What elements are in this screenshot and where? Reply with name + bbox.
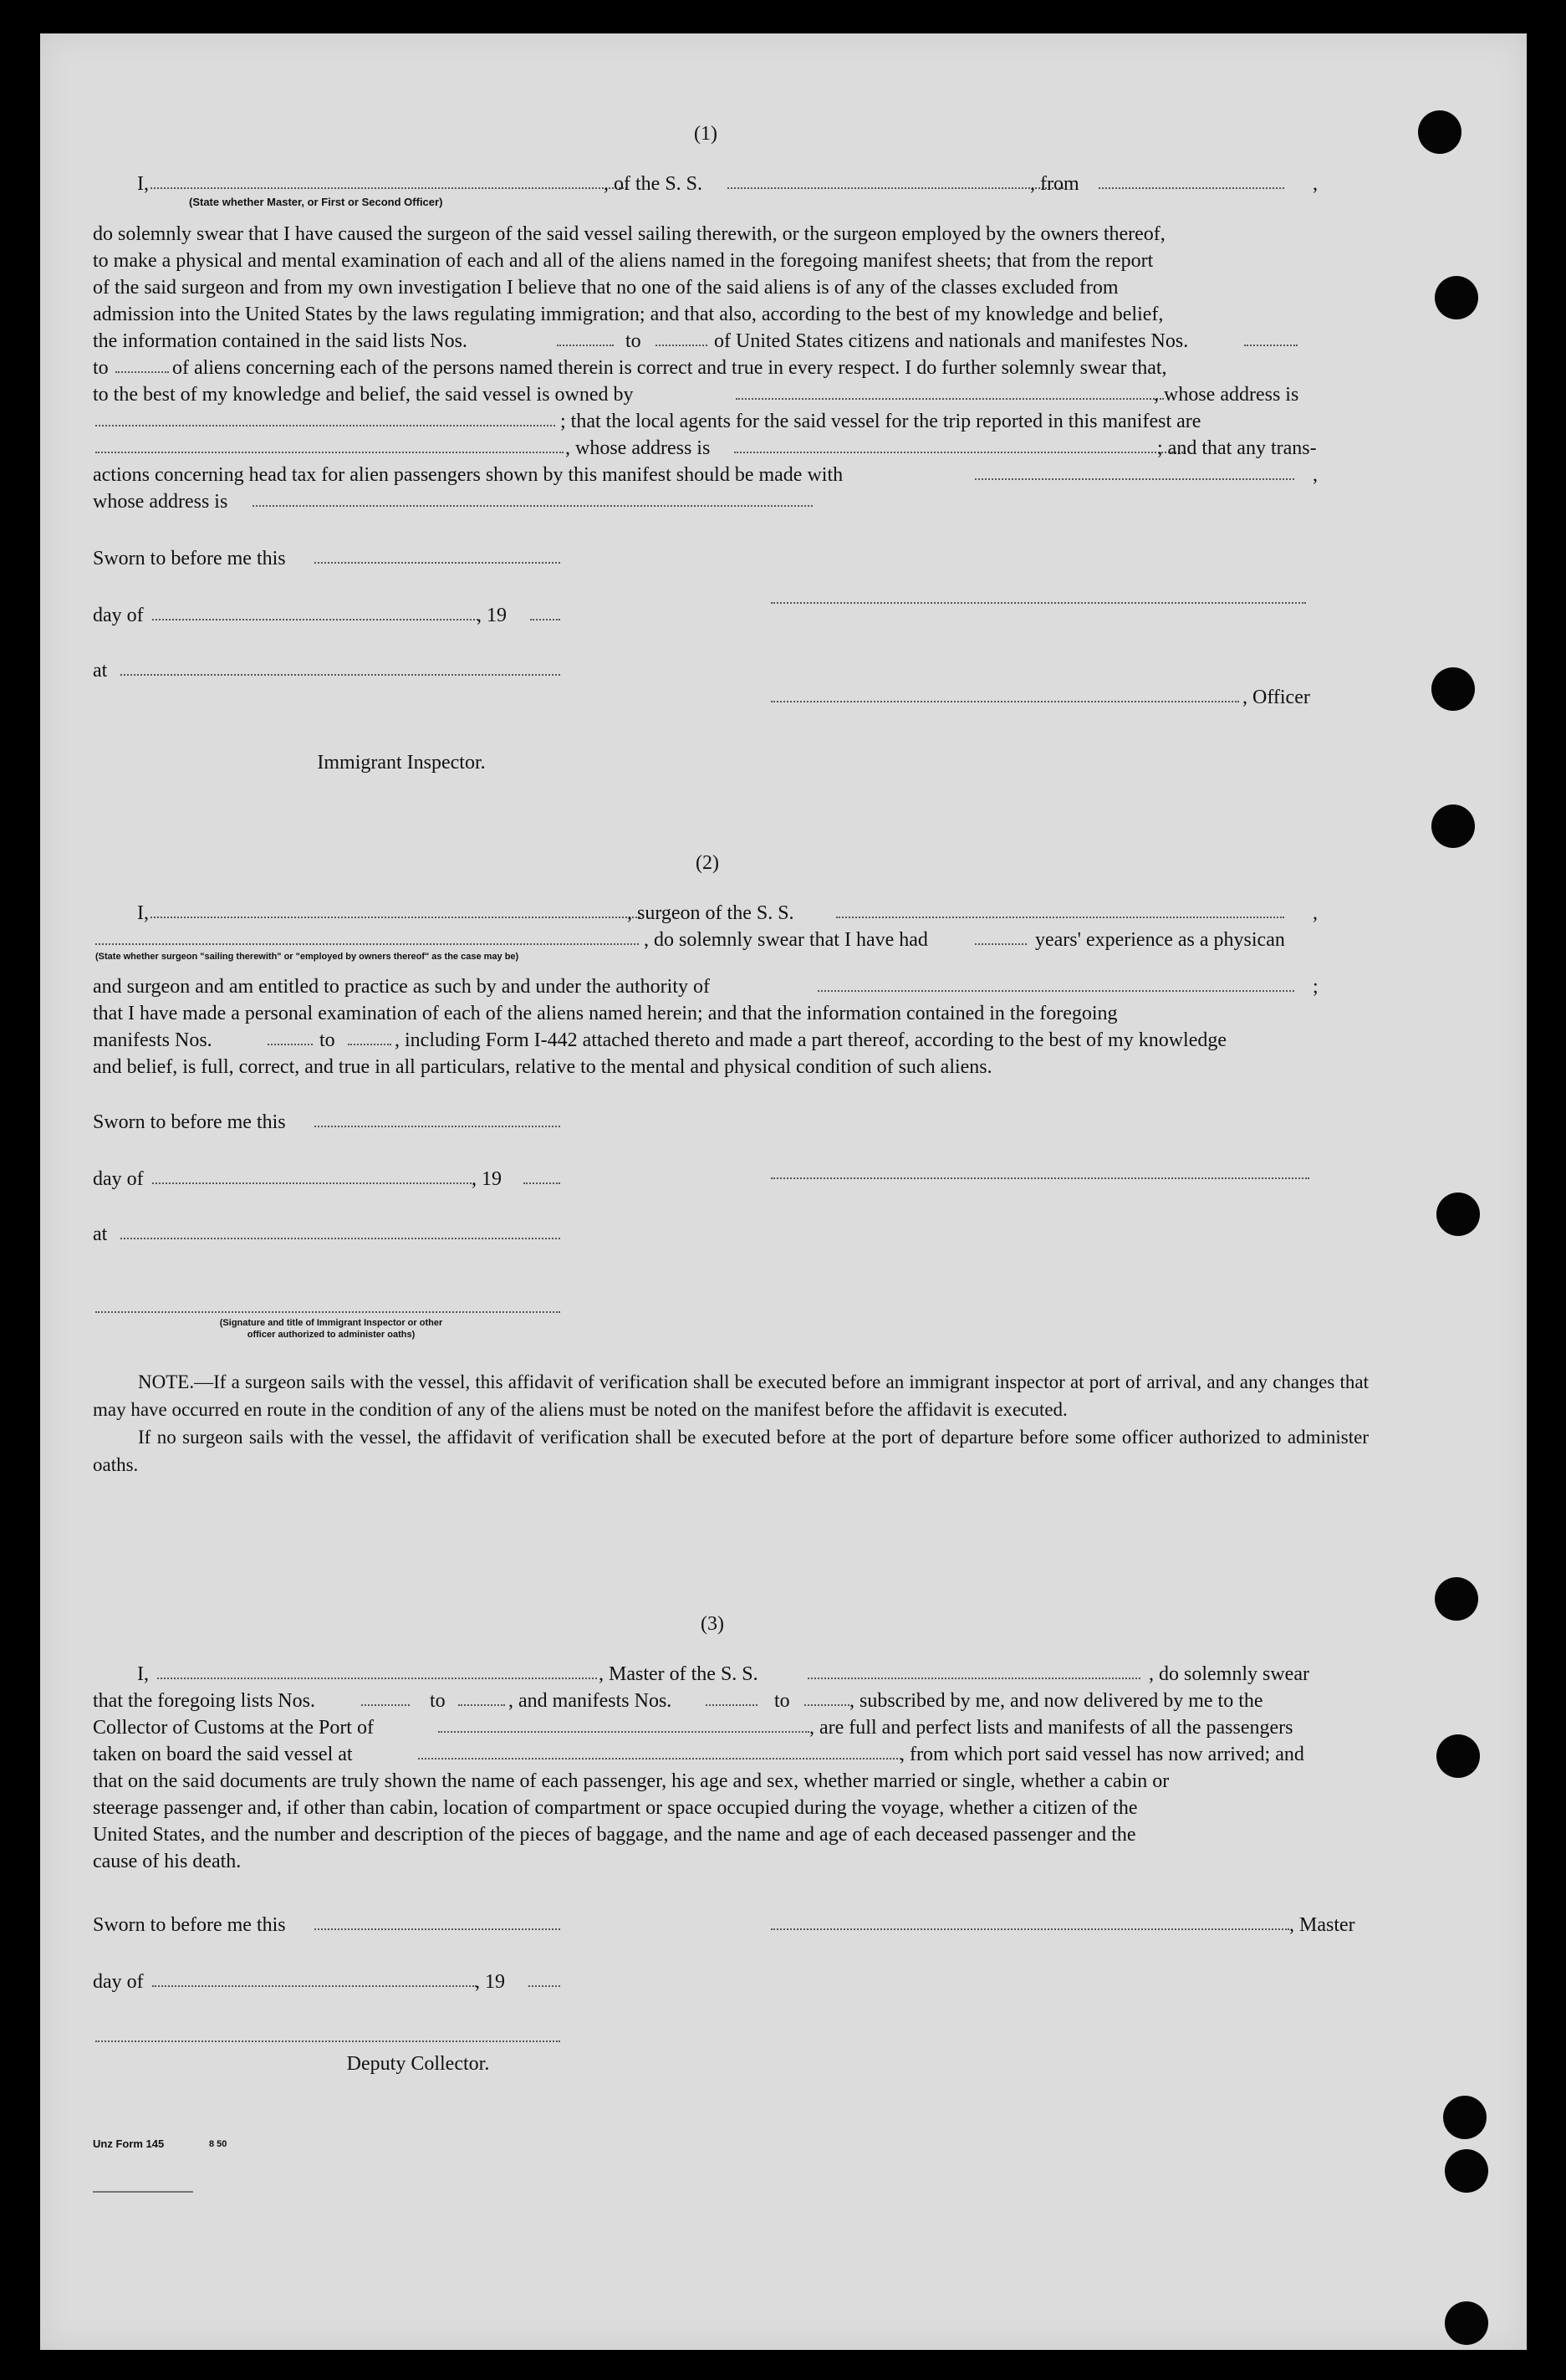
lists-from-field[interactable]	[557, 345, 614, 346]
label-of-ss: , of the S. S.	[604, 173, 703, 195]
oath-line: manifests Nos.	[93, 1029, 212, 1051]
oath-line: do solemnly swear that I have caused the surgeon of the said vessel sailing therewith, or the surgeon employed by the owners thereof,	[93, 223, 1166, 245]
manifests-from-field[interactable]	[706, 1704, 757, 1706]
oath-line: whose address is	[93, 491, 228, 513]
manifests-to-field[interactable]	[348, 1044, 391, 1045]
year-label: , 19	[475, 1971, 505, 1993]
surgeon-status-note: (State whether surgeon "sailing therewith" or "employed by owners thereof" as the case may be)	[95, 952, 519, 962]
deputy-collector-label: Deputy Collector.	[346, 2053, 490, 2075]
officer-label: , Officer	[1242, 687, 1310, 708]
oath-line: of the said surgeon and from my own investigation I believe that no one of the said aliens is of any of the classes excluded from	[93, 277, 1119, 299]
punch-hole	[1431, 804, 1475, 848]
line-end: ;	[1313, 976, 1319, 998]
oath-line: taken on board the said vessel at	[93, 1744, 353, 1765]
month-field[interactable]	[152, 619, 478, 621]
master-name-field[interactable]	[157, 1678, 597, 1679]
agents-address-field[interactable]	[734, 452, 1186, 453]
punch-hole	[1418, 110, 1461, 154]
oath-line: and belief, is full, correct, and true in all particulars, relative to the mental and physical condition of such aliens.	[93, 1056, 992, 1078]
licensing-authority-field[interactable]	[818, 990, 1294, 992]
punch-hole	[1445, 2301, 1488, 2345]
section-number: (2)	[696, 852, 719, 874]
note-text: If no surgeon sails with the vessel, the affidavit of verification shall be executed before at the port of departure before some officer authorized to administer oaths.	[93, 1427, 1369, 1475]
section-number: (1)	[694, 123, 717, 145]
local-agents-field[interactable]	[95, 452, 564, 453]
month-field[interactable]	[152, 1985, 477, 1987]
manifests-to-field[interactable]	[804, 1704, 849, 1706]
inspector-signature-field[interactable]	[95, 1311, 560, 1313]
oath-line: and surgeon and am entitled to practice as such by and under the authority of	[93, 976, 710, 998]
oath-line: , do solemnly swear that I have had	[644, 929, 928, 951]
year-field[interactable]	[523, 1182, 560, 1184]
place-field[interactable]	[120, 674, 560, 676]
at-label: at	[93, 660, 108, 682]
oath-line: that on the said documents are truly shown the name of each passenger, his age and sex, whether married or single, whether a cabin or	[93, 1770, 1170, 1792]
footer-rule	[93, 2191, 193, 2193]
inspector-label: Immigrant Inspector.	[317, 752, 486, 774]
punch-hole	[1443, 2096, 1487, 2139]
trailing-comma: ,	[1313, 173, 1318, 195]
month-field[interactable]	[152, 1182, 475, 1184]
oath-line: that I have made a personal examination of each of the aliens named herein; and that the information contained in the foregoing	[93, 1003, 1118, 1024]
label-surgeon-of: , surgeon of the S. S.	[627, 902, 794, 924]
oath-line: years' experience as a physican	[1035, 929, 1285, 951]
oath-line: , subscribed by me, and now delivered by me to the	[849, 1690, 1263, 1712]
sworn-label: Sworn to before me this	[93, 548, 286, 569]
label-to: to	[625, 330, 641, 352]
punch-hole	[1431, 667, 1475, 711]
label-to: to	[774, 1690, 790, 1712]
owner-field[interactable]	[736, 398, 1164, 400]
oath-line: actions concerning head tax for alien passengers shown by this manifest should be made with	[93, 464, 844, 486]
sworn-date-field[interactable]	[314, 562, 560, 564]
year-label: , 19	[472, 1168, 502, 1190]
oath-line: the information contained in the said lists Nos.	[93, 330, 467, 352]
form-code: 8 50	[209, 2139, 227, 2149]
year-field[interactable]	[528, 1985, 560, 1987]
label-address: , whose address is	[565, 437, 711, 459]
collector-signature-field[interactable]	[95, 2040, 560, 2042]
officer-rank-note: (State whether Master, or First or Second Officer)	[189, 196, 443, 208]
lists-to-field[interactable]	[655, 345, 707, 346]
vessel-name-field[interactable]	[727, 187, 1064, 189]
oath-line: that the foregoing lists Nos.	[93, 1690, 315, 1712]
punch-hole	[1445, 2149, 1488, 2193]
lists-to-field[interactable]	[458, 1704, 505, 1706]
signature-note: (Signature and title of Immigrant Inspector or other	[219, 1318, 443, 1328]
master-vessel-field[interactable]	[808, 1678, 1140, 1679]
signature-line[interactable]	[771, 602, 1306, 604]
day-of-label: day of	[93, 1971, 144, 1993]
oath-line: admission into the United States by the laws regulating immigration; and that also, according to the best of my knowledge and belief,	[93, 304, 1164, 325]
place-field[interactable]	[120, 1238, 560, 1239]
oath-line: to make a physical and mental examination of each and all of the aliens named in the foregoing manifest sheets; that from the report	[93, 250, 1154, 272]
oath-line: , are full and perfect lists and manifests of all the passengers	[809, 1717, 1293, 1739]
year-label: , 19	[477, 605, 507, 626]
departure-port-field[interactable]	[1099, 187, 1284, 189]
oath-line: , from which port said vessel has now arrived; and	[900, 1744, 1304, 1765]
officer-signature-field[interactable]	[771, 701, 1239, 702]
head-tax-address-field[interactable]	[252, 505, 813, 507]
form-number: Unz Form 145	[93, 2137, 165, 2150]
oath-intro: I,	[137, 1663, 149, 1685]
punch-hole	[1435, 276, 1478, 319]
oath-line: ; and that any trans-	[1157, 437, 1317, 459]
signature-note: officer authorized to administer oaths)	[247, 1330, 416, 1340]
owner-address-field[interactable]	[95, 425, 555, 426]
surgeon-vessel-field[interactable]	[836, 917, 1284, 918]
label-from: , from	[1030, 173, 1079, 195]
oath-line: to the best of my knowledge and belief, the said vessel is owned by	[93, 384, 634, 406]
oath-intro: I,	[137, 902, 149, 924]
oath-intro: I,	[137, 173, 149, 195]
day-of-label: day of	[93, 605, 144, 626]
master-label: , Master	[1289, 1914, 1355, 1936]
port-of-arrival-field[interactable]	[438, 1731, 809, 1733]
punch-hole	[1436, 1193, 1480, 1236]
at-label: at	[93, 1223, 108, 1245]
oath-line: steerage passenger and, if other than cabin, location of compartment or space occupied during the voyage, whether a citizen of the	[93, 1797, 1138, 1819]
sworn-label: Sworn to before me this	[93, 1914, 286, 1936]
port-of-embarkation-field[interactable]	[418, 1758, 901, 1759]
label-to: to	[93, 357, 109, 379]
label-address: , whose address is	[1154, 384, 1299, 406]
punch-hole	[1436, 1734, 1480, 1778]
years-experience-field[interactable]	[975, 943, 1027, 945]
surgeon-status-field[interactable]	[95, 943, 639, 945]
oath-line: , including Form I-442 attached thereto and made a part thereof, according to the best of my knowledge	[395, 1029, 1227, 1051]
oath-line: ; that the local agents for the said vessel for the trip reported in this manifest are	[560, 411, 1201, 432]
manifests-from-field[interactable]	[268, 1044, 313, 1045]
oath-line: cause of his death.	[93, 1851, 242, 1872]
label-to: to	[430, 1690, 446, 1712]
day-of-label: day of	[93, 1168, 144, 1190]
note-text: NOTE.—If a surgeon sails with the vessel, this affidavit of verification shall be executed before an immigrant inspector at port of arrival, and any changes that may have occurred en route in the condition of any of the aliens must be noted on the manifest before the affidavit is executed.	[93, 1371, 1369, 1420]
form-page	[40, 33, 1527, 2350]
sworn-date-field[interactable]	[314, 1126, 560, 1127]
master-signature-field[interactable]	[771, 1928, 1289, 1930]
oath-line: , do solemnly swear	[1149, 1663, 1309, 1685]
label-to: to	[319, 1029, 335, 1051]
surgeon-name-field[interactable]	[150, 917, 640, 918]
section-number: (3)	[701, 1613, 724, 1635]
oath-line: of aliens concerning each of the persons named therein is correct and true in every respect. I do further solemnly swear that,	[172, 357, 1167, 379]
year-field[interactable]	[530, 619, 560, 621]
surgeon-signature-field[interactable]	[771, 1177, 1309, 1179]
punch-hole	[1435, 1577, 1478, 1621]
trailing-comma: ,	[1313, 464, 1318, 486]
manifests-to-field[interactable]	[115, 371, 169, 373]
surgeon-note-paragraph	[93, 1368, 1369, 1479]
lists-from-field[interactable]	[361, 1704, 410, 1706]
officer-name-field[interactable]	[150, 187, 627, 189]
manifests-from-field[interactable]	[1244, 345, 1298, 346]
label-master-of: , Master of the S. S.	[599, 1663, 758, 1685]
sworn-label: Sworn to before me this	[93, 1111, 286, 1133]
oath-line: of United States citizens and nationals and manifestes Nos.	[714, 330, 1189, 352]
head-tax-contact-field[interactable]	[975, 478, 1294, 480]
oath-line: United States, and the number and description of the pieces of baggage, and the name and age of each deceased passenger and the	[93, 1824, 1136, 1846]
oath-line: Collector of Customs at the Port of	[93, 1717, 374, 1739]
sworn-date-field[interactable]	[314, 1928, 560, 1930]
trailing-comma: ,	[1313, 902, 1318, 924]
oath-line: , and manifests Nos.	[508, 1690, 672, 1712]
